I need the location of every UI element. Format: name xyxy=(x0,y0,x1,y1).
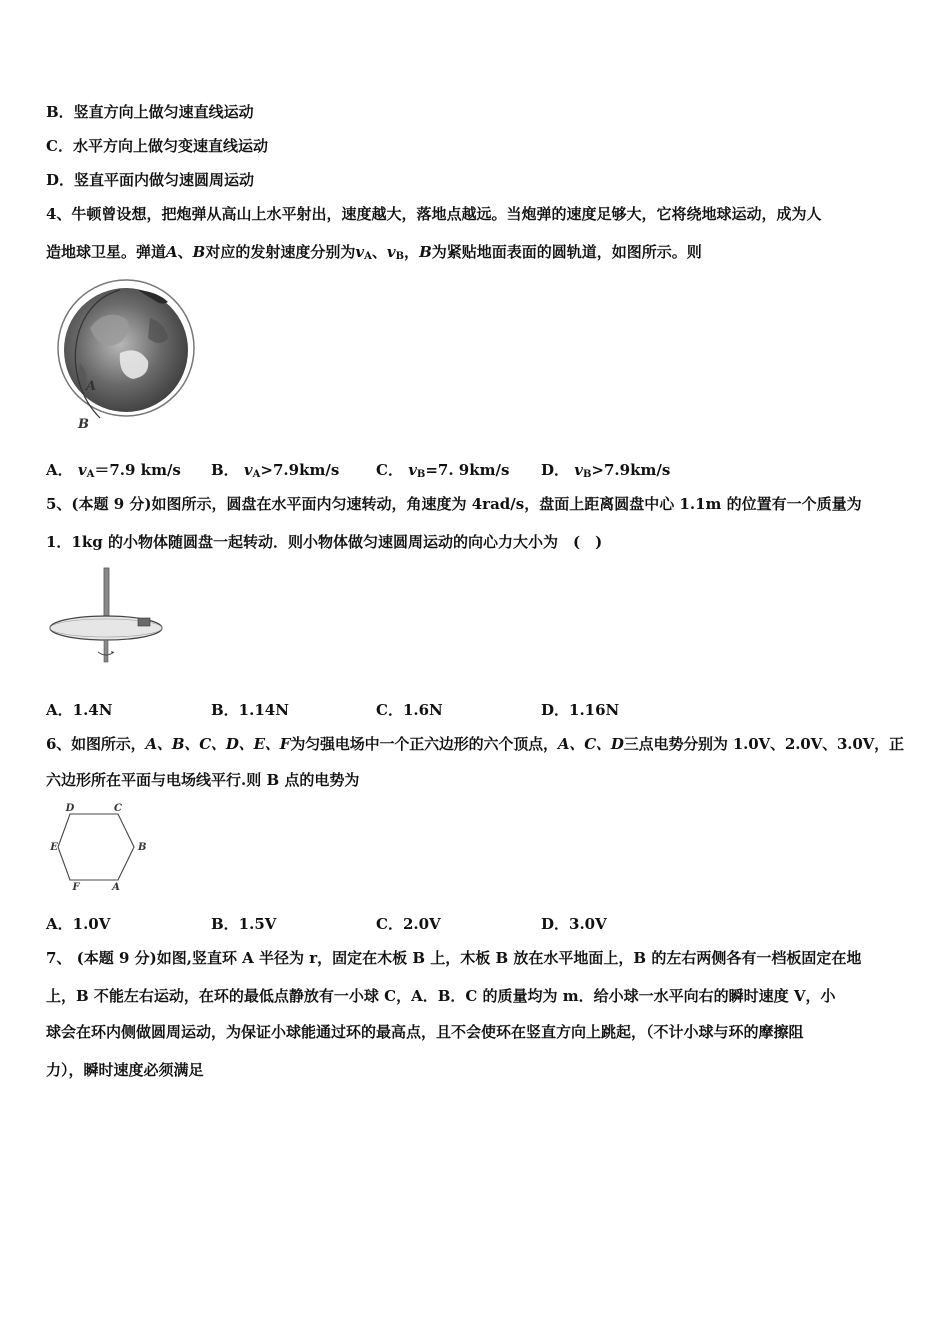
q3-option-b: B．竖直方向上做匀速直线运动 xyxy=(46,103,254,121)
q6-option-b: B．1.5V xyxy=(211,915,277,933)
q3-option-d: D．竖直平面内做匀速圆周运动 xyxy=(46,171,255,189)
earth-orbit-figure xyxy=(50,278,210,434)
q6-option-c: C．2.0V xyxy=(376,915,441,933)
q7-stem-line1: 7、 (本题 9 分)如图,竖直环 A 半径为 r，固定在木板 B 上，木板 B 放在水平地面上，B 的左右两侧各有一档板固定在地 xyxy=(46,949,862,967)
vertex-c-label: C xyxy=(114,803,122,814)
axle-bottom xyxy=(104,640,108,662)
hexagon xyxy=(58,814,134,880)
rotating-disk-figure xyxy=(48,566,168,666)
vertex-b-label: B xyxy=(138,842,147,853)
q4-option-a: A． $v_A=7.9$ km/s xyxy=(46,461,181,480)
q7-stem-line2: 上，B 不能左右运动，在环的最低点静放有一小球 C，A．B．C 的质量均为 m．给小球一水平向右的瞬时速度 V，小 xyxy=(46,987,836,1005)
q4-stem-line1: 4、牛顿曾设想，把炮弹从高山上水平射出，速度越大，落地点越远。当炮弹的速度足够大，它将绕地球运动，成为人 xyxy=(46,205,822,223)
q4-option-b: B． $v_A>7.9km/s$ xyxy=(211,461,340,480)
q4-option-d: D． $v_B>7.9km/s$ xyxy=(541,461,671,480)
q5-option-c: C．1.6N xyxy=(376,701,443,719)
q3-option-c: C．水平方向上做匀变速直线运动 xyxy=(46,137,268,155)
q6-option-a: A．1.0V xyxy=(46,915,111,933)
q6-stem-line2: 六边形所在平面与电场线平行.则 B 点的电势为 xyxy=(46,771,360,789)
hexagon-figure xyxy=(46,802,156,894)
q5-option-a: A．1.4N xyxy=(46,701,113,719)
q5-option-b: B．1.14N xyxy=(211,701,289,719)
q6-option-d: D．3.0V xyxy=(541,915,607,933)
vertex-f-label: F xyxy=(72,882,80,893)
q5-stem-line1: 5、(本题 9 分)如图所示，圆盘在水平面内匀速转动，角速度为 4rad/s，盘面上距离圆盘中心 1.1m 的位置有一个质量为 xyxy=(46,495,862,513)
q4-option-c: C． $v_B=7$. 9km/s xyxy=(376,461,510,480)
q5-stem-line2: 1．1kg 的小物体随圆盘一起转动．则小物体做匀速圆周运动的向心力大小为 ( ) xyxy=(46,533,603,551)
q4-stem-line2: 造地球卫星。弹道A、B对应的发射速度分别为$v_A$、$v_B$，B为紧贴地面表面的圆轨道，如图所示。则 xyxy=(46,243,702,262)
q6-stem-line1: 6、如图所示，A、B、C、D、E、F为匀强电场中一个正六边形的六个顶点，A、C、D三点电势分别为 1.0V、2.0V、3.0V，正 xyxy=(46,735,904,753)
vertex-d-label: D xyxy=(65,803,75,814)
q5-option-d: D．1.16N xyxy=(541,701,620,719)
q7-stem-line3: 球会在环内侧做圆周运动，为保证小球能通过环的最高点，且不会使环在竖直方向上跳起，（不计小球与环的摩擦阻 xyxy=(46,1023,804,1041)
vertex-e-label: E xyxy=(50,842,58,853)
small-object xyxy=(138,618,150,626)
label-b: B xyxy=(78,417,89,432)
vertex-a-label: A xyxy=(112,882,120,893)
label-a: A xyxy=(86,379,97,394)
q7-stem-line4: 力），瞬时速度必须满足 xyxy=(46,1061,204,1079)
